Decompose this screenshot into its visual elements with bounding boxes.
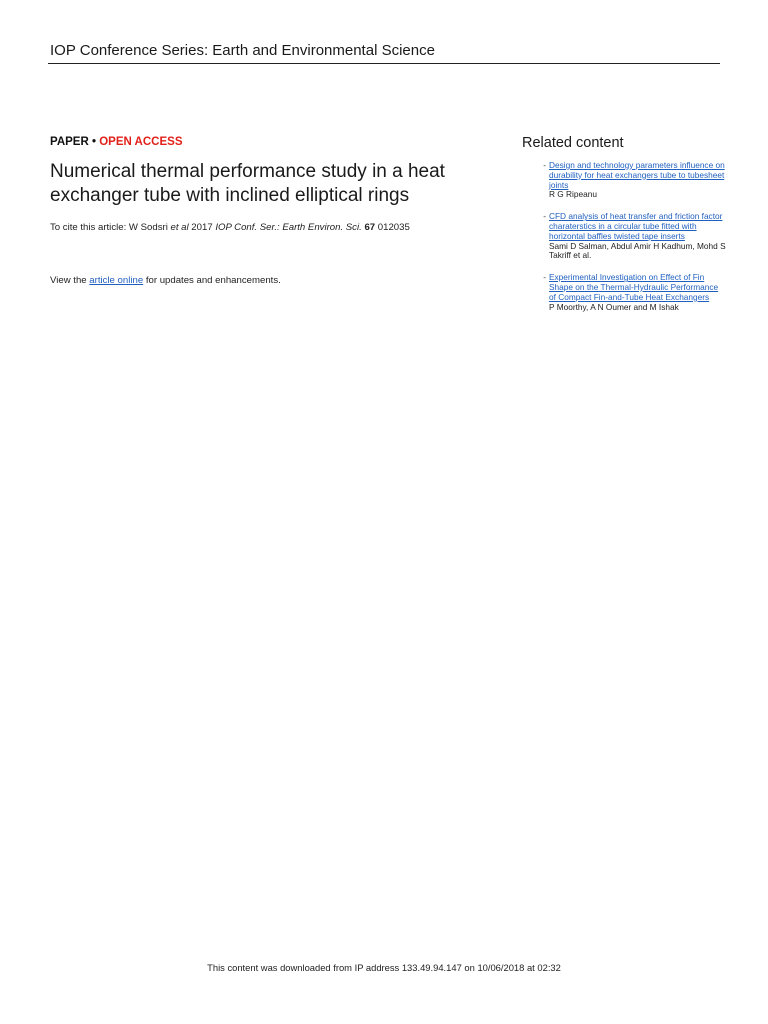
paper-label: PAPER <box>50 136 89 148</box>
download-footer: This content was downloaded from IP address 133.49.94.147 on 10/06/2018 at 02:32 <box>207 962 561 973</box>
related-body <box>549 212 727 261</box>
citation <box>50 222 490 233</box>
related-link[interactable]: Design and technology parameters influence on durability for heat exchangers tube to tubesheet joints <box>549 160 725 190</box>
cite-prefix: To cite this article: W Sodsri <box>50 222 171 233</box>
related-authors: Sami D Salman, Abdul Amir H Kadhum, Mohd S Takriff et al. <box>549 240 726 261</box>
related-item <box>522 273 727 312</box>
cite-number: 012035 <box>375 222 410 233</box>
view-suffix: for updates and enhancements. <box>143 275 281 286</box>
cite-etal: et al <box>170 222 189 233</box>
header-rule <box>48 63 720 64</box>
related-body <box>549 273 727 312</box>
related-dash: - <box>543 272 546 283</box>
related-dash: - <box>543 160 546 170</box>
related-list <box>522 161 727 312</box>
related-item <box>522 212 727 261</box>
related-dash: - <box>543 211 546 222</box>
cite-journal: IOP Conf. Ser.: Earth Environ. Sci. <box>215 222 362 233</box>
related-item <box>522 161 727 200</box>
related-link[interactable]: CFD analysis of heat transfer and friction factor charaterstics in a circular tube fitted with horizontal baffles twisted tape inserts <box>549 211 723 241</box>
cite-volume: 67 <box>364 222 376 233</box>
article-info <box>50 136 490 286</box>
journal-name: IOP Conference Series: Earth and Environmental Science <box>50 42 435 59</box>
article-kicker <box>50 136 490 148</box>
article-online-link[interactable]: article online <box>89 275 144 286</box>
related-body <box>549 161 727 200</box>
cite-year: 2017 <box>188 222 216 233</box>
related-content <box>522 135 727 324</box>
kicker-separator: • <box>88 136 100 148</box>
related-authors: R G Ripeanu <box>549 189 597 200</box>
related-link[interactable]: Experimental Investigation on Effect of Fin Shape on the Thermal-Hydraulic Performance of Compact Fin-and-Tube Heat Exchangers <box>549 272 719 302</box>
related-heading: Related content <box>522 135 624 151</box>
article-title: Numerical thermal performance study in a heat exchanger tube with inclined elliptical rings <box>50 161 445 206</box>
view-prefix: View the <box>50 275 90 286</box>
view-online <box>50 275 490 286</box>
open-access-label: OPEN ACCESS <box>99 136 183 148</box>
related-authors: P Moorthy, A N Oumer and M Ishak <box>549 301 679 312</box>
